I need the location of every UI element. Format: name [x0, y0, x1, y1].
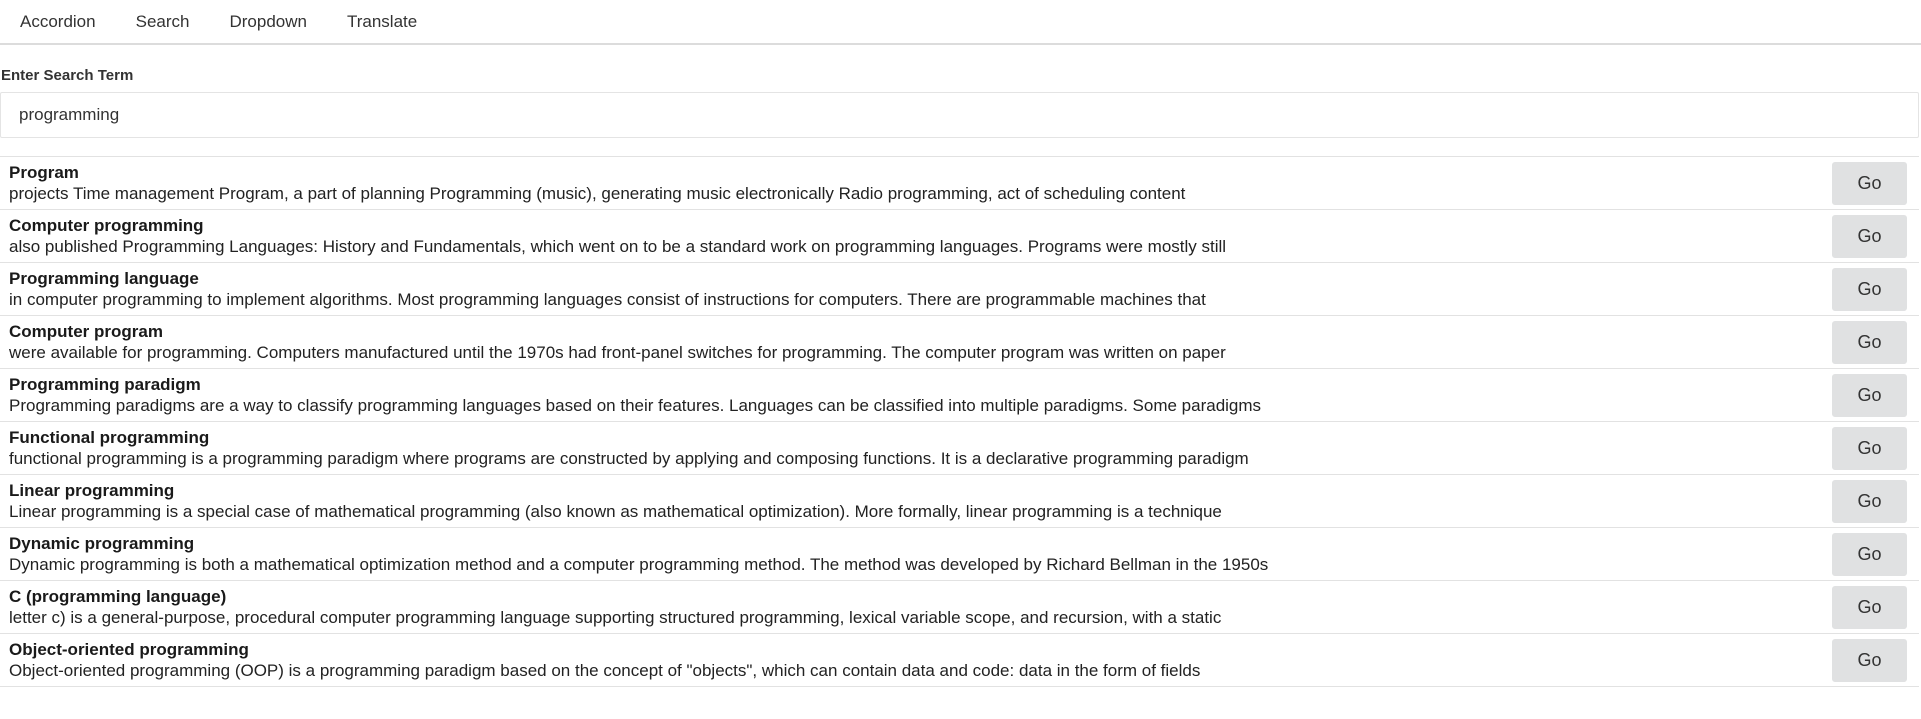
menu-item-translate[interactable]: Translate [346, 12, 418, 31]
go-button[interactable]: Go [1832, 321, 1907, 364]
result-title: Computer program [9, 322, 163, 341]
result-row [0, 157, 1919, 210]
result-content [0, 586, 1832, 628]
result-title: Object-oriented programming [9, 640, 249, 659]
result-content [0, 427, 1832, 469]
result-snippet: also published Programming Languages: History and Fundamentals, which went on to be a standard work on programming languages. Programs were mostly still [9, 237, 1227, 256]
search-input[interactable] [0, 92, 1919, 138]
menu-item-accordion[interactable]: Accordion [20, 12, 96, 31]
search-label: Enter Search Term [1, 67, 134, 84]
result-content [0, 321, 1832, 363]
result-snippet: projects Time management Program, a part of planning Programming (music), generating music electronically Radio programming, act of scheduling content [9, 184, 1186, 203]
result-snippet: in computer programming to implement algorithms. Most programming languages consist of instructions for computers. There are programmable machines that [9, 290, 1206, 309]
result-snippet: functional programming is a programming paradigm where programs are constructed by applying and composing functions. It is a declarative programming paradigm [9, 449, 1249, 468]
result-row [0, 528, 1919, 581]
result-row [0, 475, 1919, 528]
search-form [0, 45, 1921, 138]
result-row [0, 422, 1919, 475]
result-content [0, 639, 1832, 681]
result-row [0, 316, 1919, 369]
go-button[interactable]: Go [1832, 374, 1907, 417]
result-snippet: Linear programming is a special case of mathematical programming (also known as mathematical optimization). More formally, linear programming is a technique [9, 502, 1222, 521]
result-content [0, 533, 1832, 575]
go-button[interactable]: Go [1832, 268, 1907, 311]
result-content [0, 268, 1832, 310]
go-button[interactable]: Go [1832, 215, 1907, 258]
go-button[interactable]: Go [1832, 480, 1907, 523]
result-row [0, 634, 1919, 687]
result-snippet: Programming paradigms are a way to classify programming languages based on their features. Languages can be classified into multiple paradigms. Some paradigms [9, 396, 1262, 415]
results-list [0, 156, 1919, 687]
result-content [0, 215, 1832, 257]
result-title: Programming paradigm [9, 375, 201, 394]
result-title: Linear programming [9, 481, 175, 500]
go-button[interactable]: Go [1832, 533, 1907, 576]
result-title: Functional programming [9, 428, 210, 447]
result-row [0, 210, 1919, 263]
result-row [0, 581, 1919, 634]
menu-item-search[interactable]: Search [135, 12, 190, 31]
result-title: C (programming language) [9, 587, 227, 606]
menu-item-dropdown[interactable]: Dropdown [229, 12, 307, 31]
result-title: Program [9, 163, 79, 182]
go-button[interactable]: Go [1832, 639, 1907, 682]
result-content [0, 480, 1832, 522]
result-snippet: Object-oriented programming (OOP) is a programming paradigm based on the concept of "objects", which can contain data and code: data in the form of fields [9, 661, 1201, 680]
result-title: Computer programming [9, 216, 204, 235]
result-snippet: letter c) is a general-purpose, procedural computer programming language supporting structured programming, lexical variable scope, and recursion, with a static [9, 608, 1222, 627]
result-row [0, 369, 1919, 422]
result-content [0, 374, 1832, 416]
result-title: Programming language [9, 269, 199, 288]
result-content [0, 162, 1832, 204]
result-snippet: Dynamic programming is both a mathematical optimization method and a computer programming method. The method was developed by Richard Bellman in the 1950s [9, 555, 1269, 574]
top-menu [0, 0, 1921, 45]
result-title: Dynamic programming [9, 534, 195, 553]
result-row [0, 263, 1919, 316]
result-snippet: were available for programming. Computers manufactured until the 1970s had front-panel switches for programming. The computer program was written on paper [9, 343, 1226, 362]
go-button[interactable]: Go [1832, 427, 1907, 470]
go-button[interactable]: Go [1832, 162, 1907, 205]
go-button[interactable]: Go [1832, 586, 1907, 629]
